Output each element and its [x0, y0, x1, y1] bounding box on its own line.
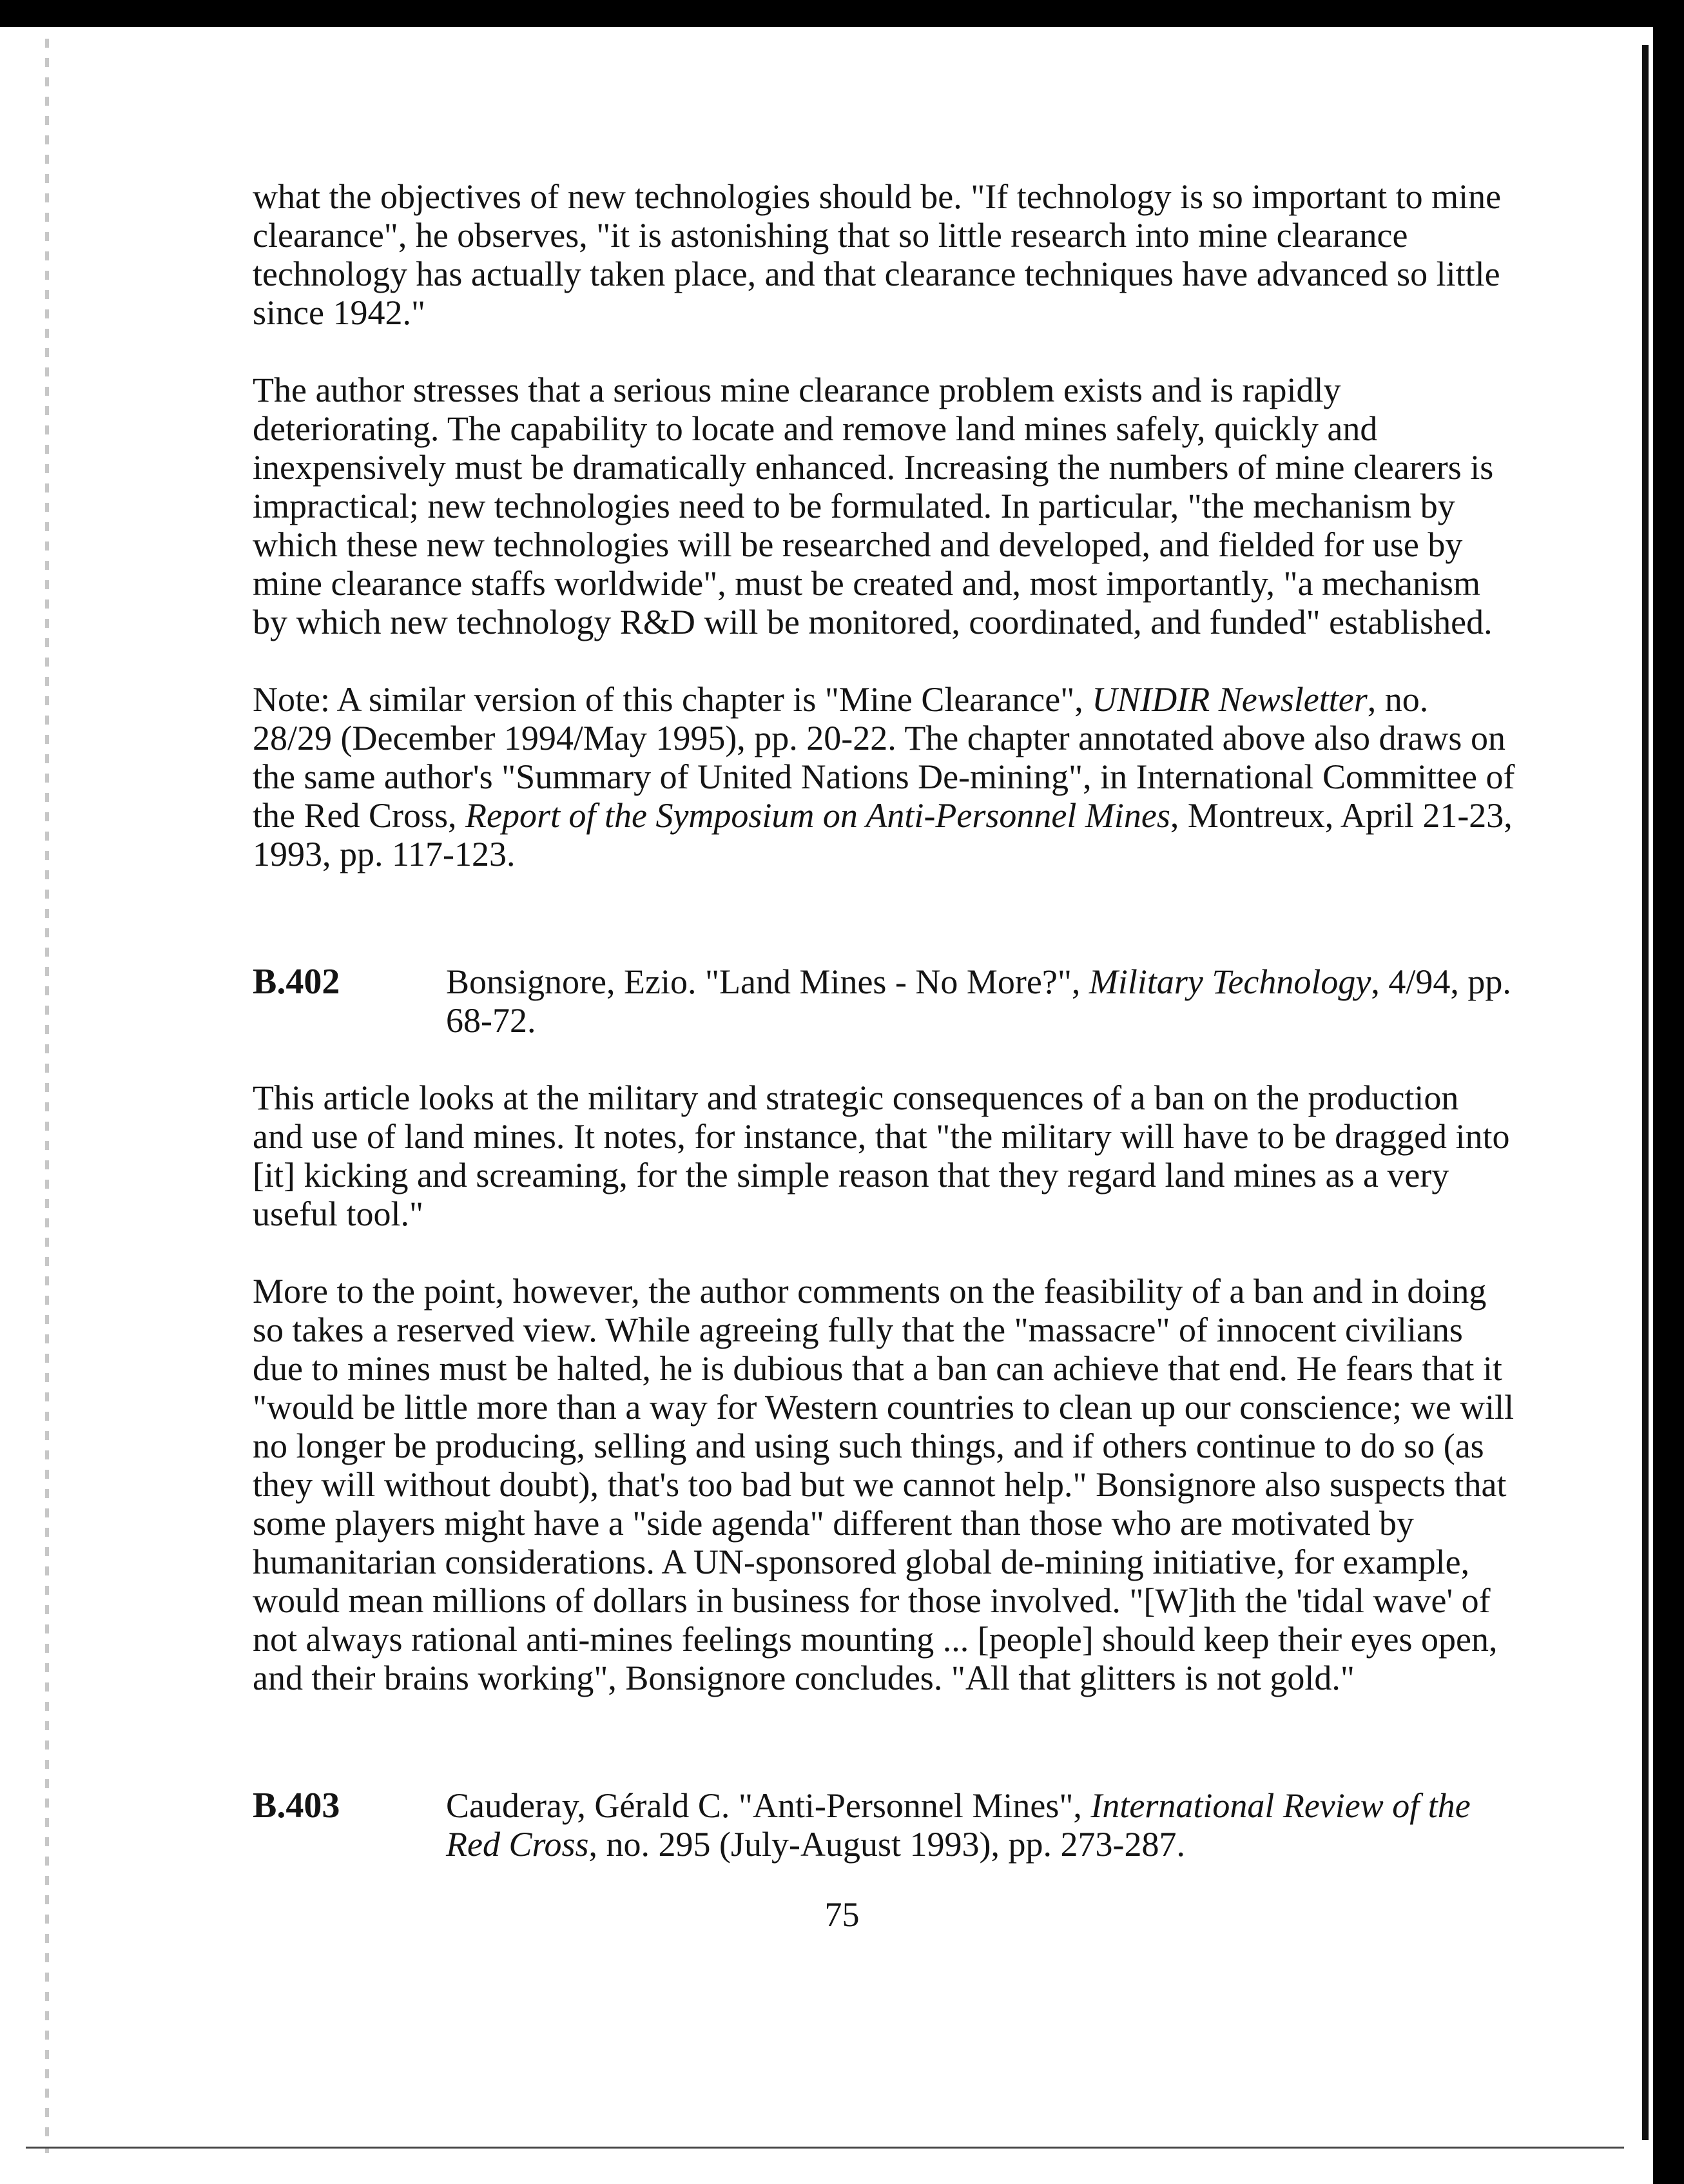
- citation-b403-text-c: , no. 295 (July-August 1993), pp. 273-287.: [588, 1825, 1185, 1864]
- paragraph-military-consequences: This article looks at the military and strategic consequences of a ban on the production and use of land mines. It notes, for instance, that "the military will have to be dragged into [it] kicking and screaming, for the simple reason that they regard land mines as a very useful tool.": [253, 1078, 1510, 1233]
- paragraph-author-stresses: The author stresses that a serious mine clearance problem exists and is rapidly deteriorating. The capability to locate and remove land mines safely, quickly and inexpensively must be dramatically enhanced. Increasing the numbers of mine clearers is impractical; new technologies need to be formulated. In particular, "the mechanism by which these new technologies will be researched and developed, and fielded for use by mine clearance staffs worldwide", must be created and, most importantly, "a mechanism by which new technology R&D will be monitored, coordinated, and funded" established.: [253, 371, 1494, 641]
- entry-citation-b402: [446, 962, 1516, 1040]
- entry-citation-b403: [446, 1786, 1516, 1864]
- paragraph-objectives: what the objectives of new technologies should be. "If technology is so important to mine clearance", he observes, "it is astonishing that so little research into mine clearance technology has actually taken place, and that clearance techniques have advanced so little since 1942.": [253, 177, 1502, 332]
- note-report-title: Report of the Symposium on Anti-Personnel Mines: [465, 796, 1170, 835]
- bibliography-entry-b403: [253, 1786, 1516, 1864]
- citation-b403-text-a: Cauderay, Gérald C. "Anti-Personnel Mines",: [446, 1786, 1091, 1825]
- scan-edge-right: [1642, 45, 1649, 2140]
- page-number: 75: [824, 1895, 860, 1934]
- paragraph-note: [253, 680, 1516, 873]
- bibliography-entry-b402: [253, 962, 1516, 1040]
- paragraph-feasibility: More to the point, however, the author comments on the feasibility of a ban and in doing so takes a reserved view. While agreeing fully that the "massacre" of innocent civilians due to mines must be halted, he is dubious that a ban can achieve that end. He fears that it "would be little more than a way for Western countries to clean up our conscience; we will no longer be producing, selling and using such things, and if others continue to do so (as they will without doubt), that's too bad but we cannot help." Bonsignore also suspects that some players might have a "side agenda" different than those who are motivated by humanitarian considerations. A UN-sponsored global de-mining initiative, for example, would mean millions of dollars in business for those involved. "[W]ith the 'tidal wave' of not always rational anti-mines feelings mounting ... [people] should keep their eyes open, and their brains working", Bonsignore concludes. "All that glitters is not gold.": [253, 1272, 1515, 1697]
- note-journal-title: UNIDIR Newsletter: [1092, 680, 1368, 719]
- scan-edge-left: [45, 39, 49, 2153]
- citation-b402-journal: Military Technology: [1089, 962, 1371, 1001]
- citation-b402-text-a: Bonsignore, Ezio. "Land Mines - No More?",: [446, 962, 1089, 1001]
- note-text-c: , no. 28/29 (December 1994/May 1995), pp. 20-22. The chapter annotated above also draws on the same author's "Summary of United Nations De-mining", in International Committee of the Red Cross,: [253, 680, 1515, 835]
- document-page: [253, 177, 1516, 1864]
- citation-b403-journal: International Review of the Red Cross: [446, 1786, 1471, 1864]
- note-text-e: , Montreux, April 21-23, 1993, pp. 117-123.: [253, 796, 1513, 873]
- scan-border-top: [0, 0, 1684, 27]
- citation-b402-text-c: , 4/94, pp. 68-72.: [446, 962, 1511, 1040]
- entry-id-b403: B.403: [253, 1786, 340, 1826]
- scan-border-right: [1653, 0, 1684, 2184]
- scan-edge-bottom: [26, 2147, 1624, 2149]
- entry-id-b402: B.402: [253, 962, 340, 1002]
- note-text-a: Note: A similar version of this chapter is "Mine Clearance",: [253, 680, 1092, 719]
